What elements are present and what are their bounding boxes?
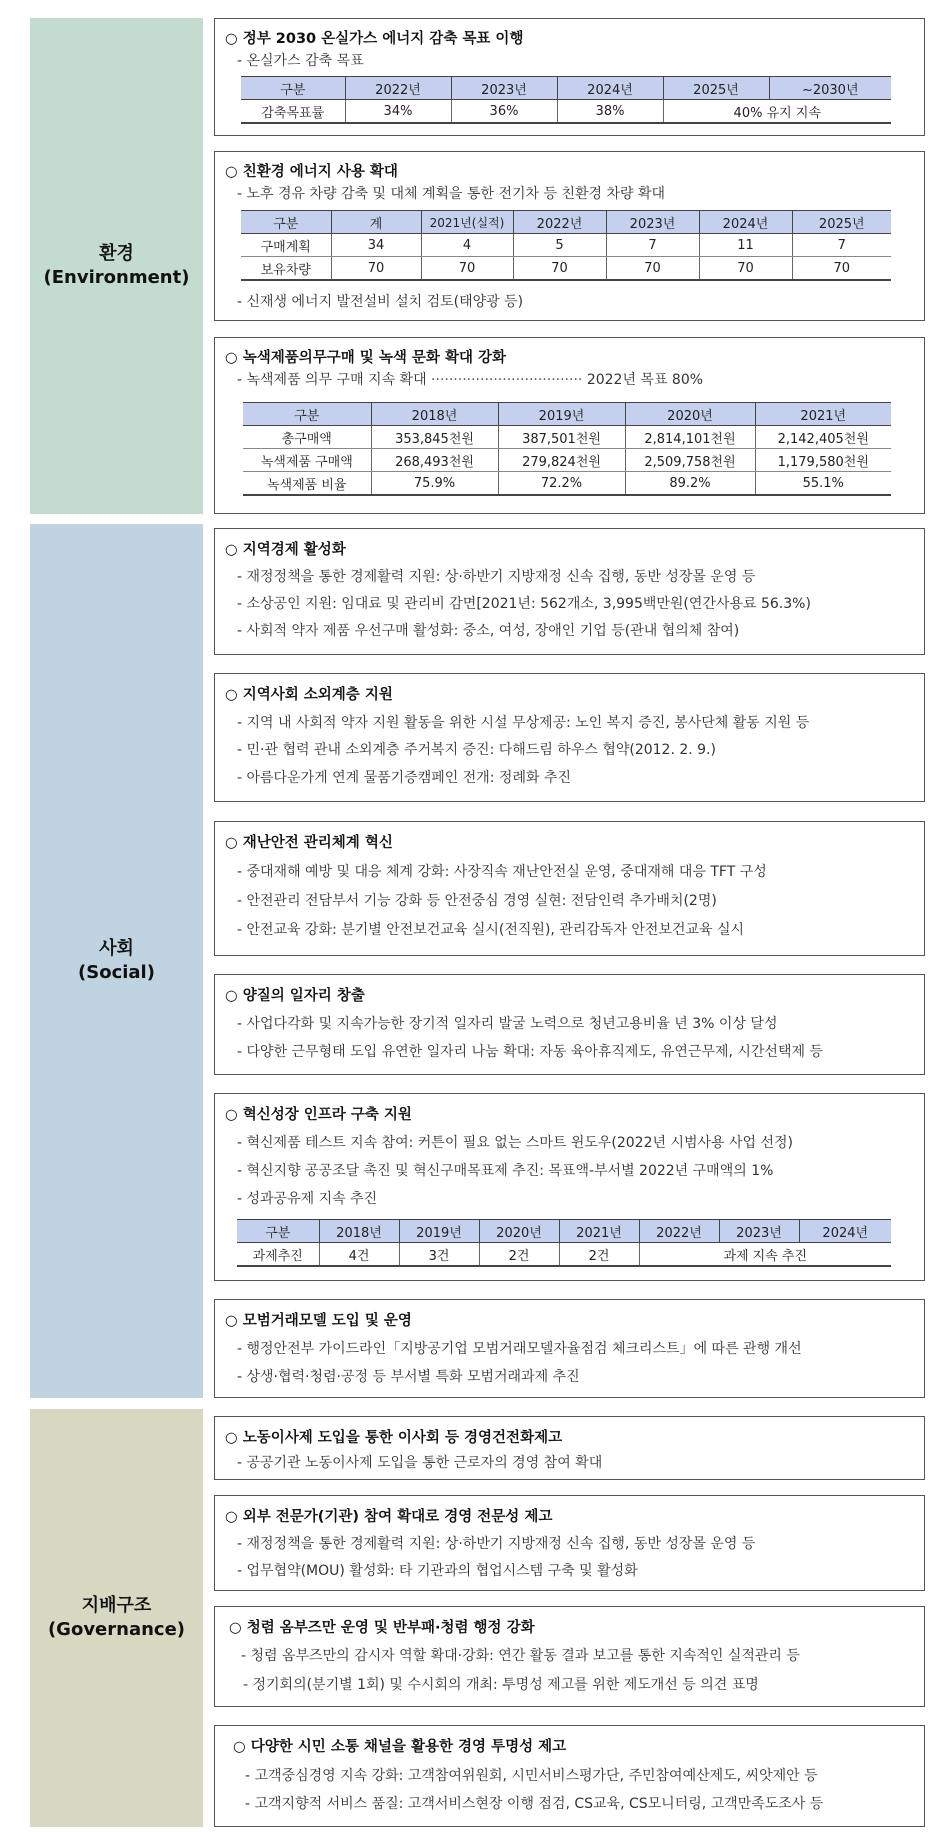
table-row <box>237 1243 891 1267</box>
box-line: - 민·관 협력 관내 소외계층 주거복지 증진: 다해드림 하우스 협약(2012. 2. 9.) <box>237 742 716 758</box>
box-line: - 지역 내 사회적 약자 지원 활동을 위한 시설 무상제공: 노인 복지 증진, 봉사단체 활동 지원 등 <box>237 715 810 731</box>
table-cell: 과제 지속 추진 <box>639 1243 891 1267</box>
table-header: 2018년 <box>371 403 498 426</box>
soc-local-economy-box <box>214 528 925 655</box>
table-cell: 1,179,580천원 <box>755 449 891 472</box>
box-title: ○ 외부 전문가(기관) 참여 확대로 경영 전문성 제고 <box>225 1509 553 1525</box>
table-header: 2025년 <box>792 211 891 234</box>
table-header: 2021년(실적) <box>421 211 513 234</box>
gov-ombudsman-box <box>214 1606 925 1707</box>
table-cell: 72.2% <box>498 472 625 496</box>
table-header: 구분 <box>237 1220 319 1243</box>
table-header: 2025년 <box>663 77 769 100</box>
table-header: 구분 <box>241 77 345 100</box>
section-title: 환경 <box>99 243 134 264</box>
table-cell: 2,814,101천원 <box>625 426 755 449</box>
table-cell: 5 <box>513 234 606 257</box>
performance-sharing-table <box>237 1219 891 1267</box>
table-header: 2020년 <box>479 1220 559 1243</box>
box-line: - 재정정책을 통한 경제활력 지원: 상·하반기 지방재정 신속 집행, 동반 성장몰 운영 등 <box>237 1536 756 1552</box>
ghg-target-table <box>241 76 891 124</box>
box-line: - 사회적 약자 제품 우선구매 활성화: 중소, 여성, 장애인 기업 등(관내 협의체 참여) <box>237 623 740 639</box>
table-cell: 구매계획 <box>241 234 331 257</box>
table-row <box>243 472 891 496</box>
box-line: - 공공기관 노동이사제 도입을 통한 근로자의 경영 참여 확대 <box>237 1455 603 1471</box>
table-header-row <box>241 77 891 100</box>
table-cell: 70 <box>792 257 891 281</box>
box-title: ○ 혁신성장 인프라 구축 지원 <box>225 1107 412 1123</box>
box-title: ○ 재난안전 관리체계 혁신 <box>225 835 393 851</box>
table-cell: 4건 <box>319 1243 399 1267</box>
box-title: ○ 정부 2030 온실가스 에너지 감축 목표 이행 <box>225 31 524 47</box>
section-subtitle: (Governance) <box>47 1619 186 1640</box>
box-title: ○ 양질의 일자리 창출 <box>225 988 365 1004</box>
table-cell: 70 <box>699 257 792 281</box>
table-header-row <box>243 403 891 426</box>
box-line: - 사업다각화 및 지속가능한 장기적 일자리 발굴 노력으로 청년고용비율 년 3% 이상 달성 <box>237 1016 778 1032</box>
table-cell: 2건 <box>479 1243 559 1267</box>
box-line <box>237 369 703 389</box>
table-header: 2023년 <box>719 1220 799 1243</box>
table-header: 구분 <box>241 211 331 234</box>
box-line: - 정기회의(분기별 1회) 및 수시회의 개최: 투명성 제고를 위한 제도개선 등 의견 표명 <box>243 1677 759 1693</box>
section-title: 사회 <box>99 938 134 959</box>
box-line: - 신재생 에너지 발전설비 설치 검토(태양광 등) <box>237 294 524 310</box>
table-cell: 과제추진 <box>237 1243 319 1267</box>
table-cell: 40% 유지 지속 <box>663 100 891 124</box>
table-row <box>243 449 891 472</box>
table-cell: 7 <box>792 234 891 257</box>
table-row <box>243 426 891 449</box>
env-green-purchase-box <box>214 337 925 514</box>
table-header-row <box>241 211 891 234</box>
section-title: 지배구조 <box>81 1595 152 1616</box>
table-header: 2019년 <box>399 1220 479 1243</box>
table-header: 2024년 <box>699 211 792 234</box>
table-row <box>241 234 891 257</box>
table-cell: 총구매액 <box>243 426 371 449</box>
table-row <box>241 257 891 281</box>
dot-leader: ·································· <box>431 372 583 388</box>
table-cell: 70 <box>421 257 513 281</box>
env-ghg-box <box>214 18 925 136</box>
table-cell: 36% <box>451 100 557 124</box>
table-header: ~2030년 <box>769 77 891 100</box>
green-purchase-table <box>243 402 891 496</box>
line-text: 2022년 목표 80% <box>586 372 704 388</box>
box-line: - 안전교육 강화: 분기별 안전보건교육 실시(전직원), 관리감독자 안전보건교육 실시 <box>237 922 745 938</box>
section-governance <box>30 1409 203 1827</box>
table-cell: 38% <box>557 100 663 124</box>
soc-jobs-box <box>214 974 925 1075</box>
section-subtitle: (Social) <box>78 962 155 983</box>
table-cell: 4 <box>421 234 513 257</box>
table-cell: 2,142,405천원 <box>755 426 891 449</box>
table-header: 구분 <box>243 403 371 426</box>
box-line: - 안전관리 전담부서 기능 강화 등 안전중심 경영 실현: 전담인력 추가배치(2명) <box>237 893 717 909</box>
table-header-row <box>237 1220 891 1243</box>
soc-fair-trade-box <box>214 1299 925 1398</box>
box-title: ○ 다양한 시민 소통 채널을 활용한 경영 투명성 제고 <box>233 1739 567 1755</box>
table-header: 2023년 <box>451 77 557 100</box>
soc-innovation-box <box>214 1093 925 1281</box>
table-header: 2024년 <box>557 77 663 100</box>
table-cell: 279,824천원 <box>498 449 625 472</box>
table-cell: 7 <box>606 234 699 257</box>
table-header: 2021년 <box>559 1220 639 1243</box>
section-environment <box>30 18 203 514</box>
box-line: - 청렴 옴부즈만의 감시자 역할 확대·강화: 연간 활동 결과 보고를 통한 지속적인 실적관리 등 <box>241 1648 800 1664</box>
box-title: ○ 친환경 에너지 사용 확대 <box>225 164 398 180</box>
box-line: - 혁신지향 공공조달 촉진 및 혁신구매목표제 추진: 목표액-부서별 2022년 구매액의 1% <box>237 1163 774 1179</box>
section-subtitle: (Environment) <box>43 267 190 288</box>
box-line: - 소상공인 지원: 임대료 및 관리비 감면[2021년: 562개소, 3,995백만원(연간사용료 56.3%) <box>237 596 811 612</box>
table-cell: 3건 <box>399 1243 479 1267</box>
table-cell: 75.9% <box>371 472 498 496</box>
table-header: 2018년 <box>319 1220 399 1243</box>
box-title: ○ 노동이사제 도입을 통한 이사회 등 경영건전화제고 <box>225 1430 563 1446</box>
table-cell: 보유차량 <box>241 257 331 281</box>
table-cell: 387,501천원 <box>498 426 625 449</box>
table-cell: 2,509,758천원 <box>625 449 755 472</box>
table-cell: 353,845천원 <box>371 426 498 449</box>
table-header: 2022년 <box>639 1220 719 1243</box>
table-cell: 268,493천원 <box>371 449 498 472</box>
box-line: - 혁신제품 테스트 지속 참여: 커튼이 필요 없는 스마트 윈도우(2022년 시범사용 사업 선정) <box>237 1135 794 1151</box>
table-row <box>241 100 891 124</box>
table-header: 2023년 <box>606 211 699 234</box>
gov-expert-box <box>214 1495 925 1591</box>
box-line: - 다양한 근무형태 도입 유연한 일자리 나눔 확대: 자동 육아휴직제도, 유연근무제, 시간선택제 등 <box>237 1044 823 1060</box>
box-title: ○ 지역경제 활성화 <box>225 542 346 558</box>
gov-labor-director-box <box>214 1416 925 1480</box>
box-line: - 고객중심경영 지속 강화: 고객참여위원회, 시민서비스평가단, 주민참여예산제도, 씨앗제안 등 <box>245 1768 818 1784</box>
table-cell: 11 <box>699 234 792 257</box>
table-header: 2020년 <box>625 403 755 426</box>
table-header: 2022년 <box>513 211 606 234</box>
table-header: 계 <box>331 211 421 234</box>
soc-disaster-safety-box <box>214 821 925 956</box>
table-header: 2021년 <box>755 403 891 426</box>
box-title: ○ 지역사회 소외계층 지원 <box>225 687 393 703</box>
table-cell: 녹색제품 구매액 <box>243 449 371 472</box>
table-header: 2022년 <box>345 77 451 100</box>
table-header: 2024년 <box>799 1220 891 1243</box>
box-title: ○ 모범거래모델 도입 및 운영 <box>225 1313 412 1329</box>
table-cell: 감축목표률 <box>241 100 345 124</box>
box-line: - 업무협약(MOU) 활성화: 타 기관과의 협업시스템 구축 및 활성화 <box>237 1563 638 1579</box>
box-title: ○ 녹색제품의무구매 및 녹색 문화 확대 강화 <box>225 350 507 366</box>
table-cell: 55.1% <box>755 472 891 496</box>
box-line: - 재정정책을 통한 경제활력 지원: 상·하반기 지방재정 신속 집행, 동반 성장몰 운영 등 <box>237 569 756 585</box>
table-header: 2019년 <box>498 403 625 426</box>
box-line: - 온실가스 감축 목표 <box>237 53 364 69</box>
box-title: ○ 청렴 옴부즈만 운영 및 반부패·청렴 행정 강화 <box>229 1620 535 1636</box>
section-social <box>30 524 203 1398</box>
box-line: - 상생·협력·청렴·공정 등 부서별 특화 모범거래과제 추진 <box>237 1369 580 1385</box>
table-cell: 34 <box>331 234 421 257</box>
env-eco-energy-box <box>214 151 925 321</box>
vehicle-table <box>241 210 891 281</box>
box-line: - 아름다운가게 연계 물품기증캠페인 전개: 정례화 추진 <box>237 770 571 786</box>
box-line: - 중대재해 예방 및 대응 체계 강화: 사장직속 재난안전실 운영, 중대재해 대응 TFT 구성 <box>237 864 767 880</box>
soc-underprivileged-box <box>214 673 925 802</box>
table-cell: 70 <box>513 257 606 281</box>
table-cell: 89.2% <box>625 472 755 496</box>
table-cell: 34% <box>345 100 451 124</box>
box-line: - 노후 경유 차량 감축 및 대체 계획을 통한 전기차 등 친환경 차량 확대 <box>237 186 666 202</box>
box-line: - 성과공유제 지속 추진 <box>237 1191 378 1207</box>
box-line: - 행정안전부 가이드라인「지방공기업 모범거래모델자율점검 체크리스트」에 따른 관행 개선 <box>237 1341 802 1357</box>
table-cell: 2건 <box>559 1243 639 1267</box>
table-cell: 70 <box>606 257 699 281</box>
table-cell: 70 <box>331 257 421 281</box>
box-line: - 고객지향적 서비스 품질: 고객서비스현장 이행 점검, CS교육, CS모니터링, 고객만족도조사 등 <box>245 1796 824 1812</box>
line-text: - 녹색제품 의무 구매 지속 확대 <box>237 372 427 388</box>
table-cell: 녹색제품 비율 <box>243 472 371 496</box>
gov-communication-box <box>214 1725 925 1827</box>
